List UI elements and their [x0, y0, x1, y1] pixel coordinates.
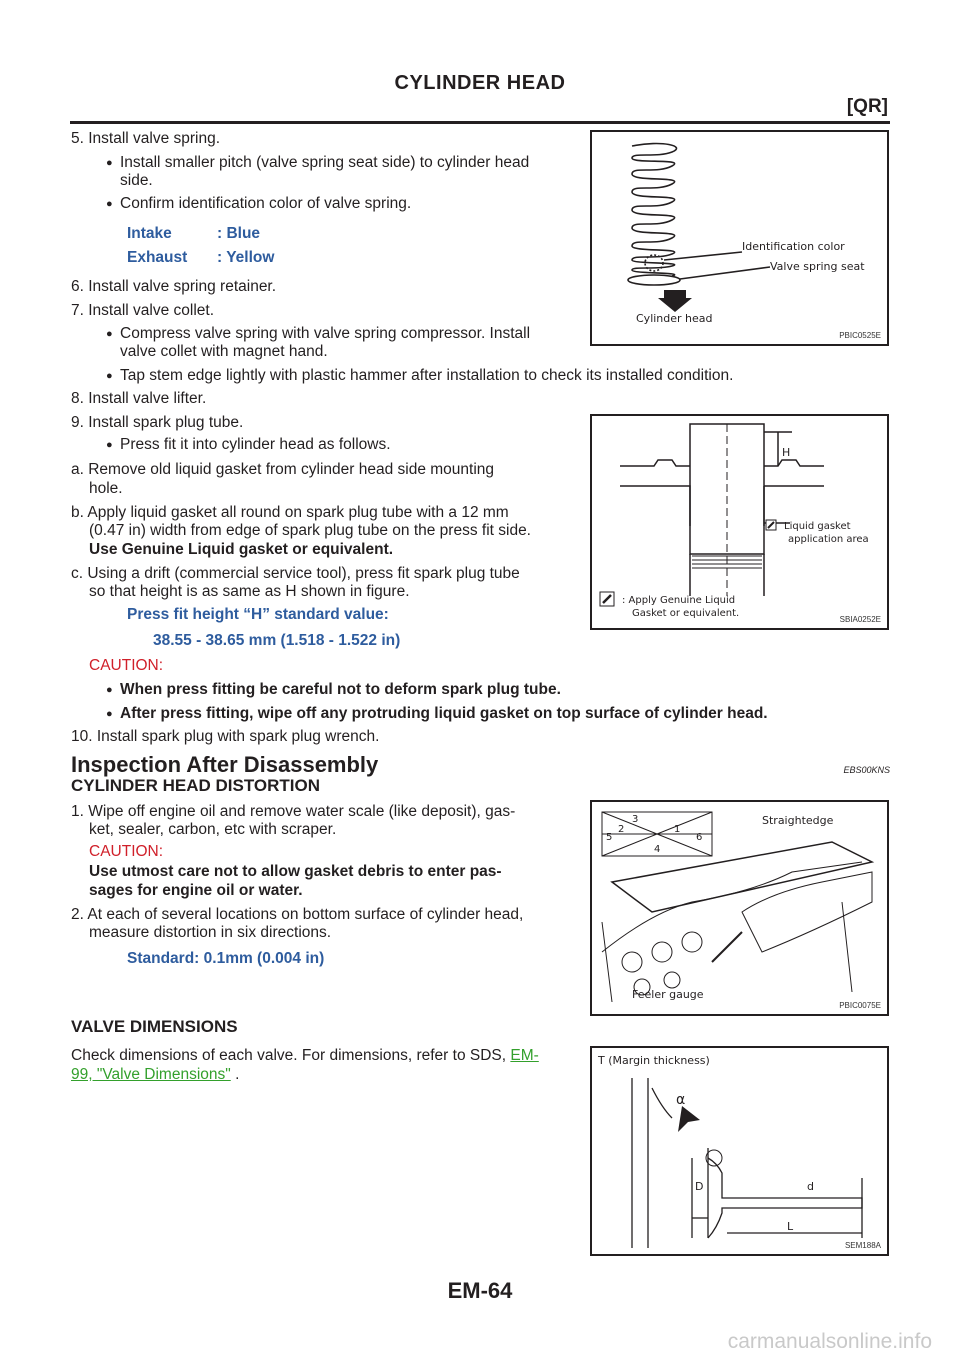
distortion-step-1b: ket, sealer, carbon, etc with scraper.	[89, 821, 337, 838]
figure-valve-dimensions	[590, 1046, 889, 1256]
step-5-bullet-1a: ● Install smaller pitch (valve spring seat side) to cylinder head	[120, 152, 529, 173]
identification-color-label: Identification color	[742, 240, 845, 253]
valve-dimensions-text	[71, 1045, 539, 1066]
margin-thickness-label: T (Margin thickness)	[598, 1054, 710, 1067]
step-10: 10. Install spark plug with spark plug wrench.	[71, 728, 380, 745]
distortion-illustration	[592, 802, 887, 1014]
cylinder-head-label: Cylinder head	[636, 312, 713, 325]
caution-bullet-1: ● When press fitting be careful not to deform spark plug tube.	[120, 679, 561, 700]
step-c-line2: so that height is as same as H shown in figure.	[89, 583, 410, 600]
step-7-bullet-1a: ● Compress valve spring with valve spring compressor. Install	[120, 323, 530, 344]
step-b-line1: b. Apply liquid gasket all round on spark plug tube with a 12 mm	[71, 504, 509, 521]
inspection-code: EBS00KNS	[843, 765, 890, 775]
figure-valve-spring	[590, 130, 889, 346]
distortion-caution-label: CAUTION:	[89, 843, 164, 860]
number-4: 4	[654, 844, 661, 855]
figure-code: PBIC0525E	[839, 331, 881, 340]
figure-code: SBIA0252E	[839, 615, 881, 624]
step-8: 8. Install valve lifter.	[71, 390, 207, 407]
h-label: H	[782, 446, 791, 459]
legend-line-1: : Apply Genuine Liquid	[622, 595, 736, 606]
D-label: D	[695, 1180, 704, 1193]
number-5: 5	[606, 832, 613, 843]
step-5: 5. Install valve spring.	[71, 130, 221, 147]
step-9-bullet-1: ● Press fit it into cylinder head as follows.	[120, 434, 391, 455]
step-7-bullet-1b: valve collet with magnet hand.	[120, 343, 328, 360]
step-9: 9. Install spark plug tube.	[71, 414, 244, 431]
distortion-caution-a: Use utmost care not to allow gasket debris to enter pas-	[89, 863, 502, 880]
step-6: 6. Install valve spring retainer.	[71, 278, 277, 295]
L-label: L	[787, 1220, 794, 1233]
spark-plug-tube-illustration	[592, 416, 887, 628]
caution-bullet-2: ● After press fitting, wipe off any protruding liquid gasket on top surface of cylinder head.	[120, 703, 768, 724]
step-7-bullet-2: ● Tap stem edge lightly with plastic hammer after installation to check its installed condition.	[120, 365, 733, 386]
step-5-bullet-2: ● Confirm identification color of valve spring.	[120, 193, 411, 214]
press-fit-label: Press fit height “H” standard value:	[127, 606, 389, 623]
distortion-caution-b: sages for engine oil or water.	[89, 882, 303, 899]
d-label: d	[807, 1180, 814, 1193]
alpha-label: α	[676, 1092, 686, 1108]
application-area-label: application area	[788, 534, 869, 545]
valve-spring-seat-label: Valve spring seat	[770, 260, 865, 273]
distortion-standard: Standard: 0.1mm (0.004 in)	[127, 950, 325, 967]
press-fit-value: 38.55 - 38.65 mm (1.518 - 1.522 in)	[153, 632, 401, 649]
distortion-step-2b: measure distortion in six directions.	[89, 924, 332, 941]
step-b-line3: Use Genuine Liquid gasket or equivalent.	[89, 541, 394, 558]
number-6: 6	[696, 832, 703, 843]
valve-dimensions-text-2	[71, 1064, 239, 1085]
header-rule	[70, 121, 890, 124]
page-number: EM-64	[447, 1278, 513, 1303]
valve-text: Check dimensions of each valve. For dimensions, refer to SDS,	[71, 1047, 507, 1064]
distortion-step-1a: 1. Wipe off engine oil and remove water scale (like deposit), gas-	[71, 803, 516, 820]
straightedge-label: Straightedge	[762, 814, 834, 827]
step-c-line1: c. Using a drift (commercial service tool), press fit spark plug tube	[71, 565, 520, 582]
caution-label: CAUTION:	[89, 657, 164, 674]
valve-text-end: .	[230, 1066, 240, 1083]
valve-dimensions-link[interactable]: 99, "Valve Dimensions"	[71, 1066, 231, 1083]
number-1: 1	[674, 824, 681, 835]
valve-spring-illustration	[592, 132, 887, 344]
figure-code: SEM188A	[844, 1241, 881, 1250]
step-b-line2: (0.47 in) width from edge of spark plug tube on the press fit side.	[89, 522, 531, 539]
feeler-gauge-label: Feeler gauge	[632, 988, 704, 1001]
distortion-step-2a: 2. At each of several locations on bottom surface of cylinder head,	[71, 906, 524, 923]
step-a-line2: hole.	[89, 480, 123, 497]
figure-code: PBIC0075E	[839, 1001, 881, 1010]
legend-line-2: Gasket or equivalent.	[632, 608, 740, 619]
number-2: 2	[618, 824, 625, 835]
figure-spark-plug-tube	[590, 414, 889, 630]
distortion-heading: CYLINDER HEAD DISTORTION	[71, 776, 321, 795]
intake-label: Intake	[127, 225, 172, 242]
watermark: carmanualsonline.info	[727, 1330, 932, 1353]
liquid-gasket-label: Liquid gasket	[784, 521, 851, 532]
intake-value: : Blue	[217, 225, 261, 242]
exhaust-label: Exhaust	[127, 249, 188, 266]
inspection-heading: Inspection After Disassembly	[71, 752, 379, 777]
figure-distortion	[590, 800, 889, 1016]
step-a-line1: a. Remove old liquid gasket from cylinder head side mounting	[71, 461, 495, 478]
step-5-bullet-1b: side.	[120, 172, 153, 189]
valve-dimensions-heading: VALVE DIMENSIONS	[71, 1017, 238, 1036]
number-3: 3	[632, 814, 639, 825]
valve-link-part1[interactable]: EM-	[510, 1047, 539, 1064]
step-7: 7. Install valve collet.	[71, 302, 215, 319]
page-title: CYLINDER HEAD	[394, 72, 566, 94]
valve-illustration	[592, 1048, 887, 1254]
section-tag: [QR]	[846, 96, 888, 117]
exhaust-value: : Yellow	[217, 249, 275, 266]
